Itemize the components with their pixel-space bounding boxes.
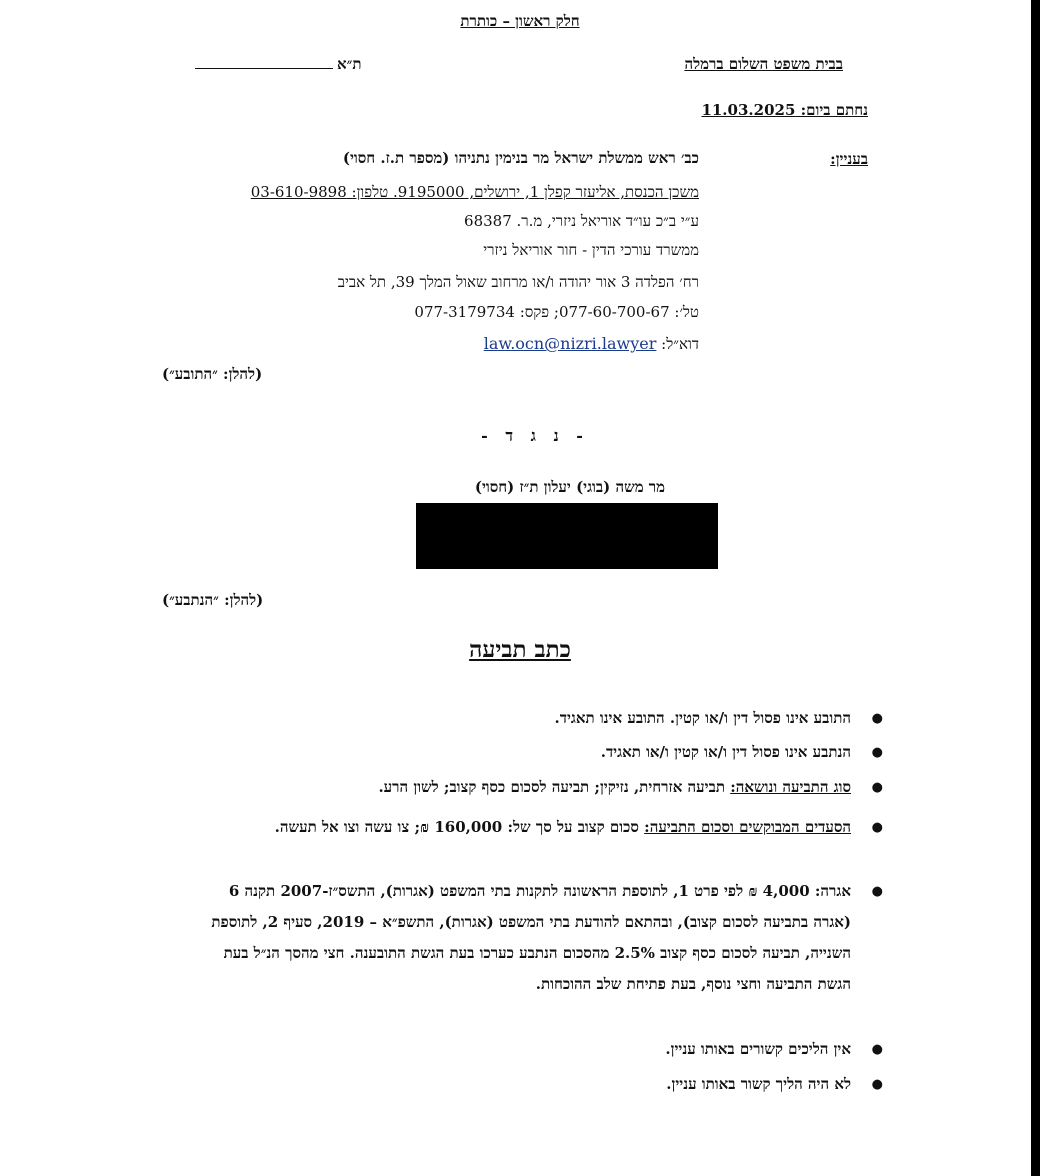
list-item-text: אין הליכים קשורים באותו עניין. [665, 1040, 851, 1058]
case-number-blank-line [195, 56, 333, 69]
bullet-icon: ● [871, 780, 883, 795]
document-title: כתב תביעה [469, 636, 571, 663]
list-item-text: תביעה אזרחית, נזיקין; תביעה לסכום כסף קצוב; לשון הרע. [378, 778, 731, 796]
plaintiff-lawyer: ע״י ב״כ עו״ד אוריאל ניזרי, מ.ר. 68387 [464, 212, 699, 230]
plaintiff-hereinafter: (להלן: ״התובע״) [162, 365, 263, 383]
list-item [193, 876, 883, 1000]
plaintiff-law-office: ממשרד עורכי הדין - חור אוריאל ניזרי [483, 241, 699, 259]
list-item-text: התובע אינו פסול דין ו/או קטין. התובע אינו תאגיד. [554, 709, 851, 727]
defendant-name: מר משה (בוגי) יעלון ת״ז (חסוי) [474, 478, 666, 496]
plaintiff-street-address: רח׳ הפלדה 3 אור יהודה ו/או מרחוב שאול המלך 39, תל אביב [337, 273, 699, 291]
plaintiff-phone: טל׳: 077-60-700-67; פקס: 077-3179734 [414, 303, 699, 321]
court-name: בבית משפט השלום ברמלה [684, 55, 843, 73]
list-item-text: הנתבע אינו פסול דין ו/או קטין ו/או תאגיד. [600, 743, 851, 761]
signed-date: נחתם ביום: 11.03.2025 [701, 101, 868, 119]
list-item-label: סוג התביעה ונושאה: [730, 778, 851, 796]
versus-heading: - נ ג ד - [481, 426, 589, 445]
list-item [193, 1069, 883, 1100]
redaction-block [416, 503, 718, 569]
bullet-icon: ● [871, 820, 883, 835]
list-item-text: סכום קצוב על סך של: 160,000 ₪; צו עשה וצו אל תעשה. [274, 818, 645, 836]
list-item-label: הסעדים המבוקשים וסכום התביעה: [644, 818, 851, 836]
bullet-icon: ● [871, 884, 883, 899]
list-item [193, 737, 883, 768]
plaintiff-address: משכן הכנסת, אליעזר קפלן 1, ירושלים, 9195000. טלפון: 03-610-9898 [250, 183, 699, 201]
defendant-hereinafter: (להלן: ״הנתבע״) [162, 591, 264, 609]
plaintiff-email [484, 334, 699, 354]
list-item [193, 772, 883, 803]
email-link[interactable]: law.ocn@nizri.lawyer [483, 334, 657, 353]
list-item-text: אגרה: 4,000 ₪ לפי פרט 1, לתוספת הראשונה לתקנות בתי המשפט (אגרות), התשס״ז-2007 תקנה 6 (אגרה בתביעה לסכום קצוב), ובהתאם להודעת בתי המשפט (אגרות), התשפ״א – 2019, סעיף 2, לתוספת השנייה, תביעה לסכום כסף קצוב 2.5% מהסכום הנתבע כערכו בעת הגשת התובענה. חצי מהסך הנ״ל בעת הגשת התביעה וחצי נוסף, בעת פתיחת שלב ההוכחות. [211, 882, 851, 993]
list-item [193, 1034, 883, 1065]
list-item [193, 812, 883, 843]
bullet-icon: ● [871, 1042, 883, 1057]
bullet-icon: ● [871, 745, 883, 760]
plaintiff-name: כב׳ ראש ממשלת ישראל מר בנימין נתניהו (מספר ת.ז. חסוי) [342, 149, 699, 167]
list-item-text: לא היה הליך קשור באותו עניין. [666, 1075, 851, 1093]
case-number-label: ת״א [337, 55, 362, 73]
bullet-icon: ● [871, 711, 883, 726]
re-label: בעניין: [830, 150, 868, 168]
part-heading: חלק ראשון – כותרת [460, 12, 580, 30]
email-label: דוא״ל: [661, 335, 699, 353]
list-item [193, 703, 883, 734]
bullet-icon: ● [871, 1077, 883, 1092]
case-number [195, 55, 361, 74]
